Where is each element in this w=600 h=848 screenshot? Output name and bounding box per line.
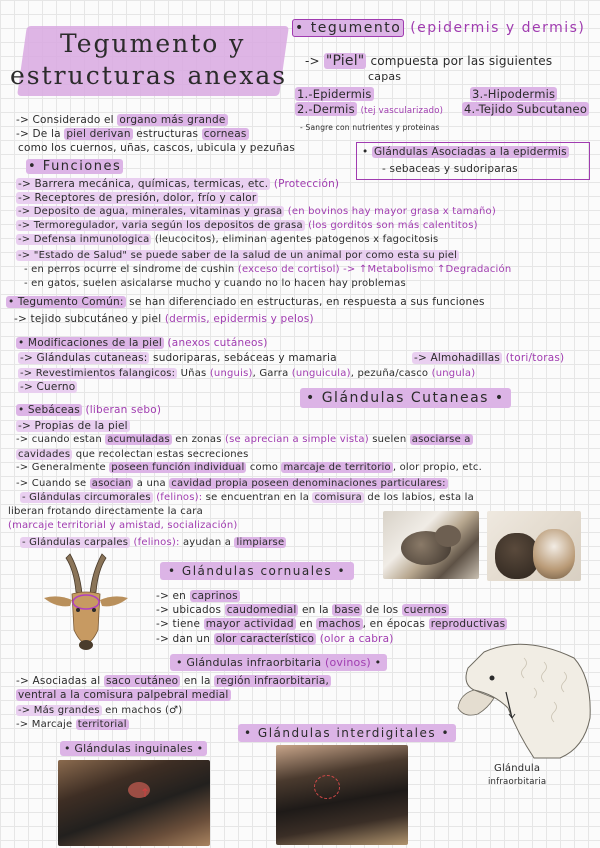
glandulas-cutaneas-title: • Glándulas Cutaneas •: [300, 392, 511, 405]
cornuales-i1: -> en caprinos: [156, 590, 238, 602]
interdigital-photo: [276, 745, 408, 845]
capa-epidermis: 1.-Epidermis: [297, 87, 372, 101]
intro-line2: -> De la piel derivan estructuras corneas: [16, 128, 247, 140]
inguinales-title: • Glándulas inguinales •: [60, 742, 207, 755]
funcion-4: -> Termoregulador, varia según los depositos de grasa (los gorditos son más calentitos): [18, 220, 478, 231]
funcion-6: -> "Estado de Salud" se puede saber de la salud de un animal por como esta su piel: [18, 250, 458, 261]
inguinal-photo: ↑: [58, 760, 210, 846]
page-title-line1: Tegumento y: [60, 29, 246, 58]
sebaceas-l7: liberan frotando directamente la cara: [8, 506, 203, 517]
interdigitales-title: • Glándulas interdigitales •: [238, 727, 456, 740]
tegumento-comun-line2: -> tejido subcutáneo y piel (dermis, epidermis y pelos): [14, 313, 314, 325]
sebaceas-l4: -> Generalmente poseen función individual como marcaje de territorio , olor propio, etc.: [16, 462, 482, 473]
modificacion-cuerno: -> Cuerno: [20, 381, 76, 393]
sebaceas-l6: - Glándulas circumorales (felinos): se encuentran en la comisura de los labios, esta la: [22, 492, 474, 503]
cornuales-i4: -> dan un olor característico (olor a cabra): [156, 633, 394, 645]
funcion-1: -> Barrera mecánica, químicas, termicas, etc. (Protección): [18, 178, 340, 190]
funcion-3: -> Deposito de agua, minerales, vitaminas y grasa (en bovinos hay mayor grasa x tamaño): [18, 206, 496, 217]
infraorbitaria-l4: -> Marcaje territorial: [16, 719, 127, 730]
infraorbitaria-l2: ventral a la comisura palpebral medial: [18, 689, 229, 701]
infraorbitaria-l3: -> Más grandes en machos (♂): [18, 705, 183, 716]
infraorbitaria-l1: -> Asociadas al saco cutáneo en la región infraorbitaria,: [16, 675, 330, 687]
sheep-head-illustration: [454, 638, 594, 762]
sebaceas-l9: - Glándulas carpales (felinos): ayudan a limpiarse: [22, 537, 285, 548]
cats-photo: [487, 511, 581, 581]
sheep-label-2: infraorbitaria: [488, 777, 547, 787]
funciones-title: • Funciones: [28, 159, 122, 174]
modificacion-revestimientos: -> Revestimientos falangicos: Uñas (unguis), Garra (unguicula), pezuña/casco (ungula): [20, 368, 476, 379]
goat-head-illustration: [36, 550, 136, 660]
intro-line1: -> Considerado el organo más grande: [16, 114, 226, 126]
sheep-label-1: Glándula: [494, 763, 541, 774]
cornuales-i3: -> tiene mayor actividad en machos , en épocas reproductivas: [156, 618, 506, 630]
page-title-line2: estructuras anexas: [10, 61, 288, 90]
cornuales-title: • Glándulas cornuales •: [160, 565, 354, 578]
funcion-2: -> Receptores de presión, dolor, frío y calor: [18, 192, 257, 204]
piel-line: -> "Piel" compuesta por las siguientes: [305, 53, 553, 69]
funcion-8: - en gatos, suelen asicalarse mucho y cuando no lo hacen hay problemas: [24, 278, 406, 289]
sebaceas-title: • Sebáceas (liberan sebo): [18, 404, 162, 416]
capa-dermis: 2.-Dermis (tej vascularizado): [297, 102, 444, 116]
modificacion-almohadillas: -> Almohadillas (tori/toras): [414, 352, 565, 364]
capa-tejido-subcutaneo: 4.-Tejido Subcutaneo: [464, 102, 588, 116]
sebaceas-l2: -> cuando estan acumuladas en zonas (se aprecian a simple vista) suelen asociarse a: [16, 434, 471, 445]
funcion-7: - en perros ocurre el sindrome de cushin (exceso de cortisol) -> ↑Metabolismo ↑Degradación: [24, 264, 512, 275]
funcion-5: -> Defensa inmunologica (leucocitos), eliminan agentes patogenos x fagocitosis: [18, 234, 439, 245]
sebaceas-l5: -> Cuando se asocian a una cavidad propia poseen denominaciones particulares:: [16, 478, 446, 489]
infraorbitaria-title: • Glándulas infraorbitaria (ovinos) •: [170, 656, 387, 669]
modificacion-glandulas: -> Glándulas cutaneas: sudoriparas, sebáceas y mamaria: [20, 352, 337, 364]
modificaciones-title: • Modificaciones de la piel (anexos cutáneos): [18, 337, 268, 349]
intro-line3: como los cuernos, uñas, cascos, ubicula y pezuñas: [18, 142, 296, 154]
tegumento-comun-line: • Tegumento Común: se han diferenciado en estructuras, en respuesta a sus funciones: [8, 296, 485, 308]
tegumento-heading: • tegumento (epidermis y dermis): [292, 22, 585, 35]
sebaceas-l3: cavidades que recolectan estas secreciones: [18, 449, 249, 460]
glandulas-asociadas-title: • Glándulas Asociadas a la epidermis: [362, 146, 567, 158]
capa-hipodermis: 3.-Hipodermis: [472, 87, 556, 101]
sebaceas-l1: -> Propias de la piel: [18, 420, 128, 432]
piel-line2: capas: [368, 70, 402, 83]
cornuales-i2: -> ubicados caudomedial en la base de los cuernos: [156, 604, 447, 616]
glandulas-asociadas-items: - sebaceas y sudoriparas: [382, 163, 518, 175]
piel-note: - Sangre con nutrientes y proteinas: [300, 123, 440, 132]
sebaceas-l8: (marcaje territorial y amistad, socialización): [8, 520, 238, 531]
kitten-photo: [383, 511, 479, 579]
